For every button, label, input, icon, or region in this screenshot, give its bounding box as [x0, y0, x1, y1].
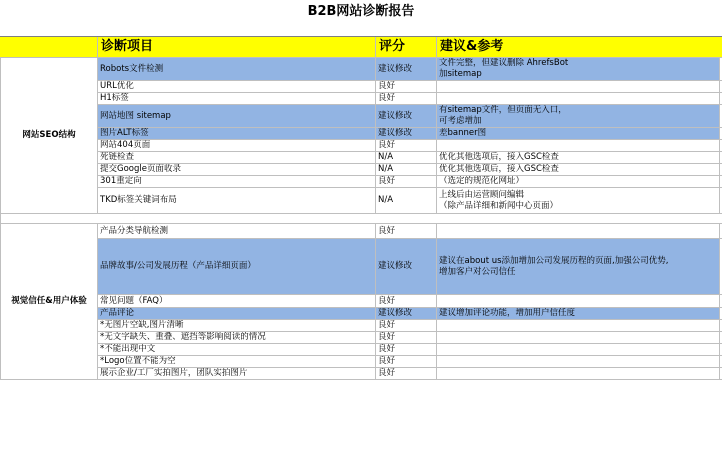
score-cell: 良好 [376, 140, 437, 152]
score-cell: 良好 [376, 344, 437, 356]
advice-cell [437, 93, 720, 105]
advice-cell [437, 308, 720, 320]
score-cell: 良好 [376, 93, 437, 105]
table-row [1, 176, 722, 188]
table-row [1, 105, 722, 128]
header-score: 评分 [375, 37, 436, 57]
advice-cell [437, 344, 720, 356]
score-cell: 良好 [376, 176, 437, 188]
table-row [1, 188, 722, 214]
table-row [1, 58, 722, 81]
item-cell: 图片ALT标签 [98, 128, 376, 140]
advice-cell [437, 81, 720, 93]
score-cell: 建议修改 [376, 308, 437, 320]
table-row [1, 152, 722, 164]
table-row [1, 356, 722, 368]
advice-cell [437, 320, 720, 332]
score-cell: 良好 [376, 320, 437, 332]
item-cell: 品牌故事/公司发展历程（产品详细页面） [98, 239, 376, 295]
score-cell: 良好 [376, 295, 437, 308]
item-cell: 产品评论 [98, 308, 376, 320]
table-row [1, 332, 722, 344]
table-row [1, 93, 722, 105]
table-row [1, 295, 722, 308]
score-cell: 良好 [376, 224, 437, 239]
table-row [1, 224, 722, 239]
advice-cell [437, 239, 720, 295]
category-cell: 视觉信任&用户体验 [1, 224, 98, 380]
advice-cell [437, 332, 720, 344]
item-cell: 产品分类导航检测 [98, 224, 376, 239]
advice-cell [437, 176, 720, 188]
advice-cell [437, 356, 720, 368]
table-row [1, 164, 722, 176]
advice-cell [437, 128, 720, 140]
advice-line: 优化其他选项后，接入GSC检查 [439, 164, 559, 174]
advice-cell [437, 58, 720, 81]
advice-line: 增加客户对公司信任 [439, 266, 516, 277]
score-cell: 良好 [376, 332, 437, 344]
table-row [1, 344, 722, 356]
table-row [1, 140, 722, 152]
score-cell: N/A [376, 188, 437, 214]
advice-line: 有sitemap文件，但页面无入口， [439, 105, 567, 115]
table-row [1, 239, 722, 295]
category-cell: 网站SEO结构 [1, 58, 98, 214]
advice-line: 差banner图 [439, 128, 487, 138]
item-cell: 网站404页面 [98, 140, 376, 152]
item-cell: 网站地图 sitemap [98, 105, 376, 128]
item-cell: URL优化 [98, 81, 376, 93]
header-category-cell [0, 37, 97, 57]
table-row [1, 320, 722, 332]
advice-cell [437, 224, 720, 239]
item-cell: 展示企业/工厂实拍图片，团队实拍图片 [98, 368, 376, 380]
advice-cell [437, 140, 720, 152]
score-cell: 建议修改 [376, 239, 437, 295]
table-row [1, 81, 722, 93]
table-row [1, 308, 722, 320]
advice-cell [437, 105, 720, 128]
item-cell: *无文字缺失、重叠、遮挡等影响阅读的情况 [98, 332, 376, 344]
advice-line: 加sitemap [439, 69, 482, 79]
advice-cell [437, 188, 720, 214]
item-cell: *不能出现中文 [98, 344, 376, 356]
item-cell: *Logo位置不能为空 [98, 356, 376, 368]
score-cell: 建议修改 [376, 128, 437, 140]
table-row [1, 128, 722, 140]
advice-line: 建议在about us添加增加公司发展历程的页面,加强公司优势, [439, 255, 669, 266]
advice-cell [437, 295, 720, 308]
advice-line: （选定的规范化网址） [439, 176, 525, 186]
advice-line: 上线后由运营顾问编辑 [439, 189, 525, 200]
table-header-row [0, 36, 722, 58]
spacer-row [0, 24, 722, 36]
advice-line: （除产品详细和新闻中心页面） [439, 200, 559, 211]
item-cell: 常见问题（FAQ） [98, 295, 376, 308]
section-separator [1, 214, 722, 224]
score-cell: N/A [376, 152, 437, 164]
advice-cell [437, 164, 720, 176]
advice-line: 建议增加评论功能，增加用户信任度 [439, 308, 576, 318]
table-row [1, 368, 722, 380]
item-cell: TKD标签关键词布局 [98, 188, 376, 214]
advice-cell [437, 368, 720, 380]
item-cell: 死链检查 [98, 152, 376, 164]
item-cell: 提交Google页面收录 [98, 164, 376, 176]
item-cell: H1标签 [98, 93, 376, 105]
page-title: B2B网站诊断报告 [307, 4, 415, 19]
score-cell: 良好 [376, 356, 437, 368]
header-item: 诊断项目 [97, 37, 375, 57]
separator-cell [1, 214, 722, 224]
item-cell: 301重定向 [98, 176, 376, 188]
advice-cell [437, 152, 720, 164]
advice-line: 可考虑增加 [439, 116, 482, 126]
header-advice: 建议&参考 [436, 37, 722, 57]
score-cell: 良好 [376, 368, 437, 380]
diagnosis-table [0, 57, 722, 380]
score-cell: 良好 [376, 81, 437, 93]
item-cell: Robots文件检测 [98, 58, 376, 81]
score-cell: 建议修改 [376, 58, 437, 81]
advice-line: 文件完整，但建议删除 AhrefsBot [439, 58, 569, 68]
item-cell: *无图片空缺,图片清晰 [98, 320, 376, 332]
score-cell: 建议修改 [376, 105, 437, 128]
score-cell: N/A [376, 164, 437, 176]
advice-line: 优化其他选项后，接入GSC检查 [439, 152, 559, 162]
